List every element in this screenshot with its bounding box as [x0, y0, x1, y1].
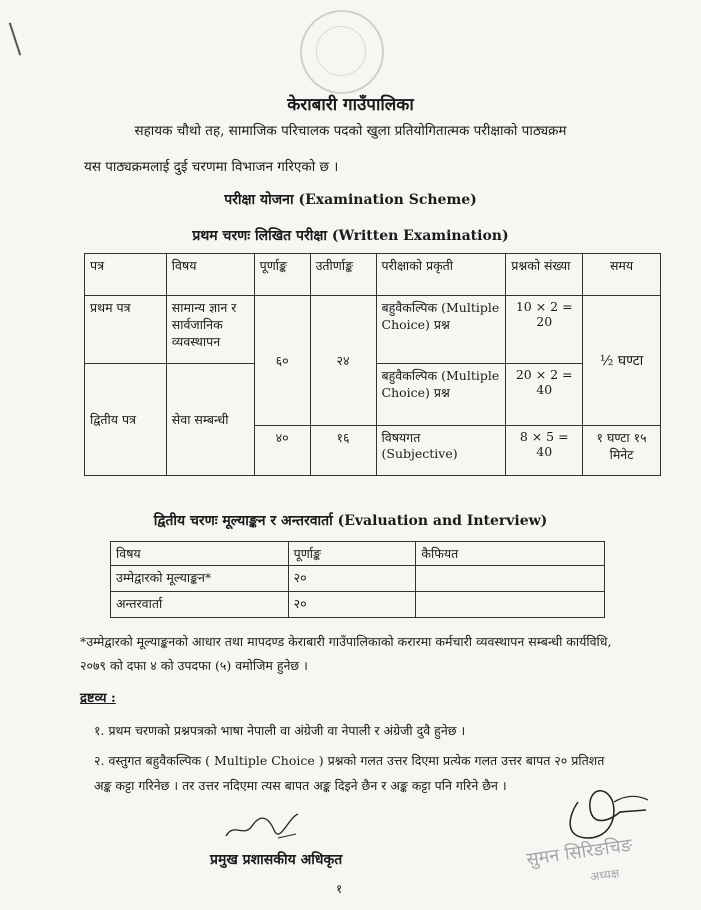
footnote: *उम्मेद्वारको मूल्याङ्कनको आधार तथा मापदण्ड केराबारी गाउँपालिकाको करारमा कर्मचारी व्यवस्थापन सम्बन्धी कार्यविधि, २०७९ को दफा ४ को उपदफा (५) वमोजिम हुनेछ ।	[80, 634, 612, 673]
evaluation-table	[110, 541, 605, 618]
paper2-mc-count: 20 × 2 = 40	[506, 364, 583, 426]
seal-inner-ring	[316, 26, 366, 76]
scheme-title: परीक्षा योजना (Examination Scheme)	[224, 192, 477, 208]
table-row	[111, 592, 605, 618]
signature-officer	[222, 808, 302, 844]
col-header-pass-marks: उतीर्णाङ्क	[310, 254, 376, 296]
stamp-name: सुमन सिरिङचिङ	[525, 834, 634, 871]
notes-heading: द्रष्टव्य :	[80, 691, 116, 706]
note-item: १. प्रथम चरणको प्रश्नपत्रको भाषा नेपाली वा अंग्रेजी वा नेपाली र अंग्रेजी दुवै हुनेछ ।	[94, 723, 466, 738]
paper2-sub-time: १ घण्टा १५ मिनेट	[583, 426, 661, 476]
written-exam-table	[84, 253, 661, 476]
paper1-subject: सामान्य ज्ञान र सार्वजानिक व्यवस्थापन	[166, 296, 254, 364]
col-header-time: समय	[583, 254, 661, 296]
pass-marks-cell: २४	[310, 296, 376, 426]
t2-row1-subject: उम्मेद्वारको मूल्याङ्कन*	[111, 566, 289, 592]
paper1-count: 10 × 2 = 20	[506, 296, 583, 364]
t2-header-remarks: कैफियत	[416, 542, 605, 566]
page-number: १	[336, 882, 343, 896]
phase2-title: द्वितीय चरणः मूल्याङ्कन र अन्तरवार्ता (Evaluation and Interview)	[153, 513, 548, 529]
t2-row2-remarks	[416, 592, 605, 618]
phase1-title: प्रथम चरणः लिखित परीक्षा (Written Examination)	[192, 228, 509, 244]
note-item: २. वस्तुगत बहुवैकल्पिक ( Multiple Choice ) प्रश्नको गलत उत्तर दिएमा प्रत्येक गलत उत्तर बापत २० प्रतिशत अङ्क कट्टा गरिनेछ । तर उत्तर नदिएमा त्यस बापत अङ्क दिइने छैन र अङ्क कट्टा पनि गरिने छैन ।	[94, 753, 605, 793]
paper2-sub-nature: विषयगत (Subjective)	[376, 426, 506, 476]
intro-text: यस पाठ्यक्रमलाई दुई चरणमा विभाजन गरिएको छ ।	[84, 159, 339, 175]
col-header-count: प्रश्नको संख्या	[506, 254, 583, 296]
col-header-full-marks: पूर्णाङ्क	[254, 254, 310, 296]
signature-title: प्रमुख प्रशासकीय अधिकृत	[210, 852, 343, 868]
paper2-cell: द्वितीय पत्र	[85, 364, 167, 476]
t2-row1-remarks	[416, 566, 605, 592]
t2-header-full-marks: पूर्णाङ्क	[288, 542, 416, 566]
full-marks-cell: ६०	[254, 296, 310, 426]
stamp-role: अध्यक्ष	[589, 866, 621, 884]
paper2-sub-pass: १६	[310, 426, 376, 476]
paper2-sub-full: ४०	[254, 426, 310, 476]
paper2-subject: सेवा सम्बन्धी	[166, 364, 254, 476]
syllabus-subtitle: सहायक चौथो तह, सामाजिक परिचालक पदको खुला प्रतियोगितात्मक परीक्षाको पाठ्यक्रम	[134, 123, 567, 139]
mc-time-cell: ½ घण्टा	[583, 296, 661, 426]
org-name: केराबारी गाउँपालिका	[287, 95, 414, 115]
pen-mark	[9, 23, 21, 56]
col-header-subject: विषय	[166, 254, 254, 296]
paper1-nature: बहुवैकल्पिक (Multiple Choice) प्रश्न	[376, 296, 506, 364]
table-row	[111, 566, 605, 592]
col-header-paper: पत्र	[85, 254, 167, 296]
t2-row2-subject: अन्तरवार्ता	[111, 592, 289, 618]
t2-header-subject: विषय	[111, 542, 289, 566]
paper2-mc-nature: बहुवैकल्पिक (Multiple Choice) प्रश्न	[376, 364, 506, 426]
paper2-sub-count: 8 × 5 = 40	[506, 426, 583, 476]
t2-row2-marks: २०	[288, 592, 416, 618]
paper1-cell: प्रथम पत्र	[85, 296, 167, 364]
col-header-nature: परीक्षाको प्रकृती	[376, 254, 506, 296]
t2-row1-marks: २०	[288, 566, 416, 592]
notes-list	[94, 720, 610, 798]
